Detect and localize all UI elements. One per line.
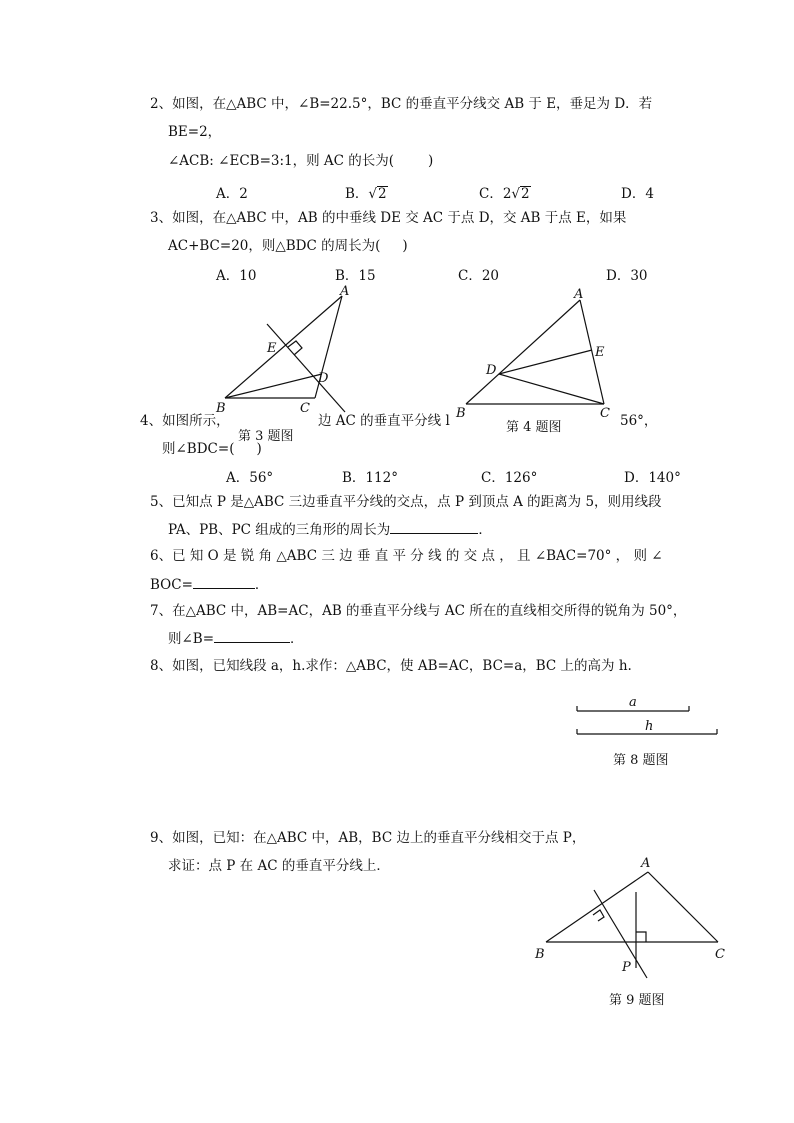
q7-number: 7 (150, 603, 159, 619)
q5-number: 5 (150, 494, 159, 510)
q4-line1 (140, 411, 230, 431)
fig9-side-ac (648, 872, 718, 942)
q2-option-a: A．2 (216, 186, 248, 202)
q7-line2 (168, 629, 304, 649)
q5-line1 (150, 492, 662, 512)
q5-text-2-end: ． (478, 522, 492, 538)
figure-4-diagram (452, 284, 622, 420)
fig4-label-a: A (574, 287, 584, 302)
q6-line2 (150, 575, 268, 595)
q2-option-b-radicand: 2 (378, 186, 387, 202)
fig4-label-c: C (600, 406, 610, 420)
q4-option-c: C．126° (481, 470, 538, 486)
fig3-right-angle-mark (288, 341, 302, 355)
figure-3-diagram (210, 280, 370, 416)
q3-line1 (150, 208, 626, 228)
fig4-label-e: E (595, 345, 605, 360)
q2-option-c: C．2√2 (479, 186, 530, 202)
q6-answer-blank[interactable] (193, 588, 255, 589)
fig3-label-c: C (300, 401, 310, 416)
q2-option-c-label: C．2 (479, 186, 512, 202)
q3-text-1: 、如图，在△ABC 中，AB 的中垂线 DE 交 AC 于点 D，交 AB 于点 E，如果 (158, 210, 627, 226)
q4-text-2: 则∠BDC=( (162, 441, 235, 457)
q9-line1 (150, 828, 585, 848)
figure-3-caption: 第 3 题图 (238, 429, 294, 444)
q5-text-1: 、已知点 P 是△ABC 三边垂直平分线的交点，点 P 到顶点 A 的距离为 5，则用线段 (158, 494, 662, 510)
fig4-segment-de (499, 350, 592, 374)
q8-number: 8 (150, 658, 159, 674)
q6-text-1: 、已 知 O 是 锐 角 △ABC 三 边 垂 直 平 分 线 的 交 点 ， 且 ∠BAC=70° ， 则 ∠ (158, 548, 663, 564)
fig9-label-p: P (622, 960, 631, 975)
q4-option-a: A．56° (226, 470, 274, 486)
q2-option-b-label: B． (345, 186, 369, 202)
q4-text-1a: 、如图所示， (148, 413, 230, 429)
q2-text-3: ∠ACB: ∠ECB=3:1，则 AC 的长为( (168, 153, 395, 169)
fig9-label-c: C (715, 947, 725, 962)
q9-number: 9 (150, 830, 159, 846)
q6-text-2-end: ． (254, 577, 269, 593)
q6-line1 (150, 546, 663, 566)
fig3-label-d: D (318, 371, 329, 386)
q4-text-2-end: ) (256, 441, 262, 457)
fig9-bisector-ab (594, 890, 647, 978)
fig4-segment-dc (499, 374, 604, 404)
q3-option-b: B．15 (335, 268, 376, 284)
q7-answer-blank[interactable] (214, 642, 290, 643)
fig3-label-a: A (340, 284, 350, 299)
q2-line3 (168, 151, 433, 171)
fig9-right-angle-mark-ab (593, 910, 604, 921)
q2-number: 2 (150, 96, 159, 112)
fig3-label-e: E (267, 341, 277, 356)
q2-option-b: B．√2 (345, 186, 387, 202)
q3-number: 3 (150, 210, 159, 226)
fig8-label-a: a (629, 695, 637, 710)
q4-number: 4 (140, 413, 149, 429)
q2-option-c-radicand: 2 (521, 186, 530, 202)
q9-line2: 求证：点 P 在 AC 的垂直平分线上． (168, 858, 390, 874)
q7-text-2-end: ． (290, 631, 304, 647)
q8-text-1: 、如图，已知线段 a，h.求作：△ABC，使 AB=AC，BC=a，BC 上的高为 h. (158, 658, 632, 674)
q2-text-1: 、如图，在△ABC 中，∠B=22.5°，BC 的垂直平分线交 AB 于 E，垂足为 D．若 (158, 96, 653, 112)
fig4-label-b: B (456, 406, 466, 420)
q2-option-d: D．4 (621, 186, 654, 202)
q7-line1 (150, 601, 686, 621)
q2-text-3-end: ) (428, 153, 434, 169)
q6-number: 6 (150, 548, 159, 564)
q2-line2: BE=2， (168, 124, 222, 140)
q4-line2 (162, 439, 262, 459)
figure-9-diagram (530, 850, 730, 986)
fig8-label-h: h (645, 719, 654, 734)
q3-line2 (168, 236, 408, 256)
q4-line1-b: 边 AC 的垂直平分线 l (318, 413, 450, 429)
q4-line1-c: 56°， (620, 413, 658, 429)
figure-8-segments (570, 692, 730, 742)
q5-text-2: PA、PB、PC 组成的三角形的周长为 (168, 522, 391, 538)
fig9-label-a: A (641, 856, 651, 871)
q3-text-2: AC+BC=20，则△BDC 的周长为( (168, 238, 381, 254)
q2-line1 (150, 94, 652, 114)
fig9-side-ab (546, 872, 648, 942)
q8-line1 (150, 656, 632, 676)
q7-text-2: 则∠B= (168, 631, 215, 647)
figure-4-caption: 第 4 题图 (506, 420, 562, 435)
fig3-label-b: B (216, 401, 226, 416)
fig9-label-b: B (535, 947, 545, 962)
figure-8-caption: 第 8 题图 (613, 753, 669, 768)
q6-text-2: BOC= (150, 577, 193, 593)
q3-option-a: A．10 (216, 268, 257, 284)
fig9-right-angle-mark-bc (636, 932, 646, 942)
q4-option-d: D．140° (624, 470, 681, 486)
q5-line2 (168, 520, 492, 540)
q3-text-2-end: ) (402, 238, 408, 254)
q3-option-d: D．30 (606, 268, 648, 284)
figure-9-caption: 第 9 题图 (609, 993, 665, 1008)
q3-option-c: C．20 (458, 268, 500, 284)
fig3-perpendicular-bisector (267, 324, 345, 412)
q5-answer-blank[interactable] (390, 533, 478, 534)
q7-text-1: 、在△ABC 中，AB=AC，AB 的垂直平分线与 AC 所在的直线相交所得的锐角为 50°， (158, 603, 687, 619)
q9-text-1: 、如图，已知：在△ABC 中，AB，BC 边上的垂直平分线相交于点 P， (158, 830, 586, 846)
q4-option-b: B．112° (342, 470, 398, 486)
fig4-label-d: D (486, 363, 497, 378)
fig4-side-ab (466, 300, 580, 404)
